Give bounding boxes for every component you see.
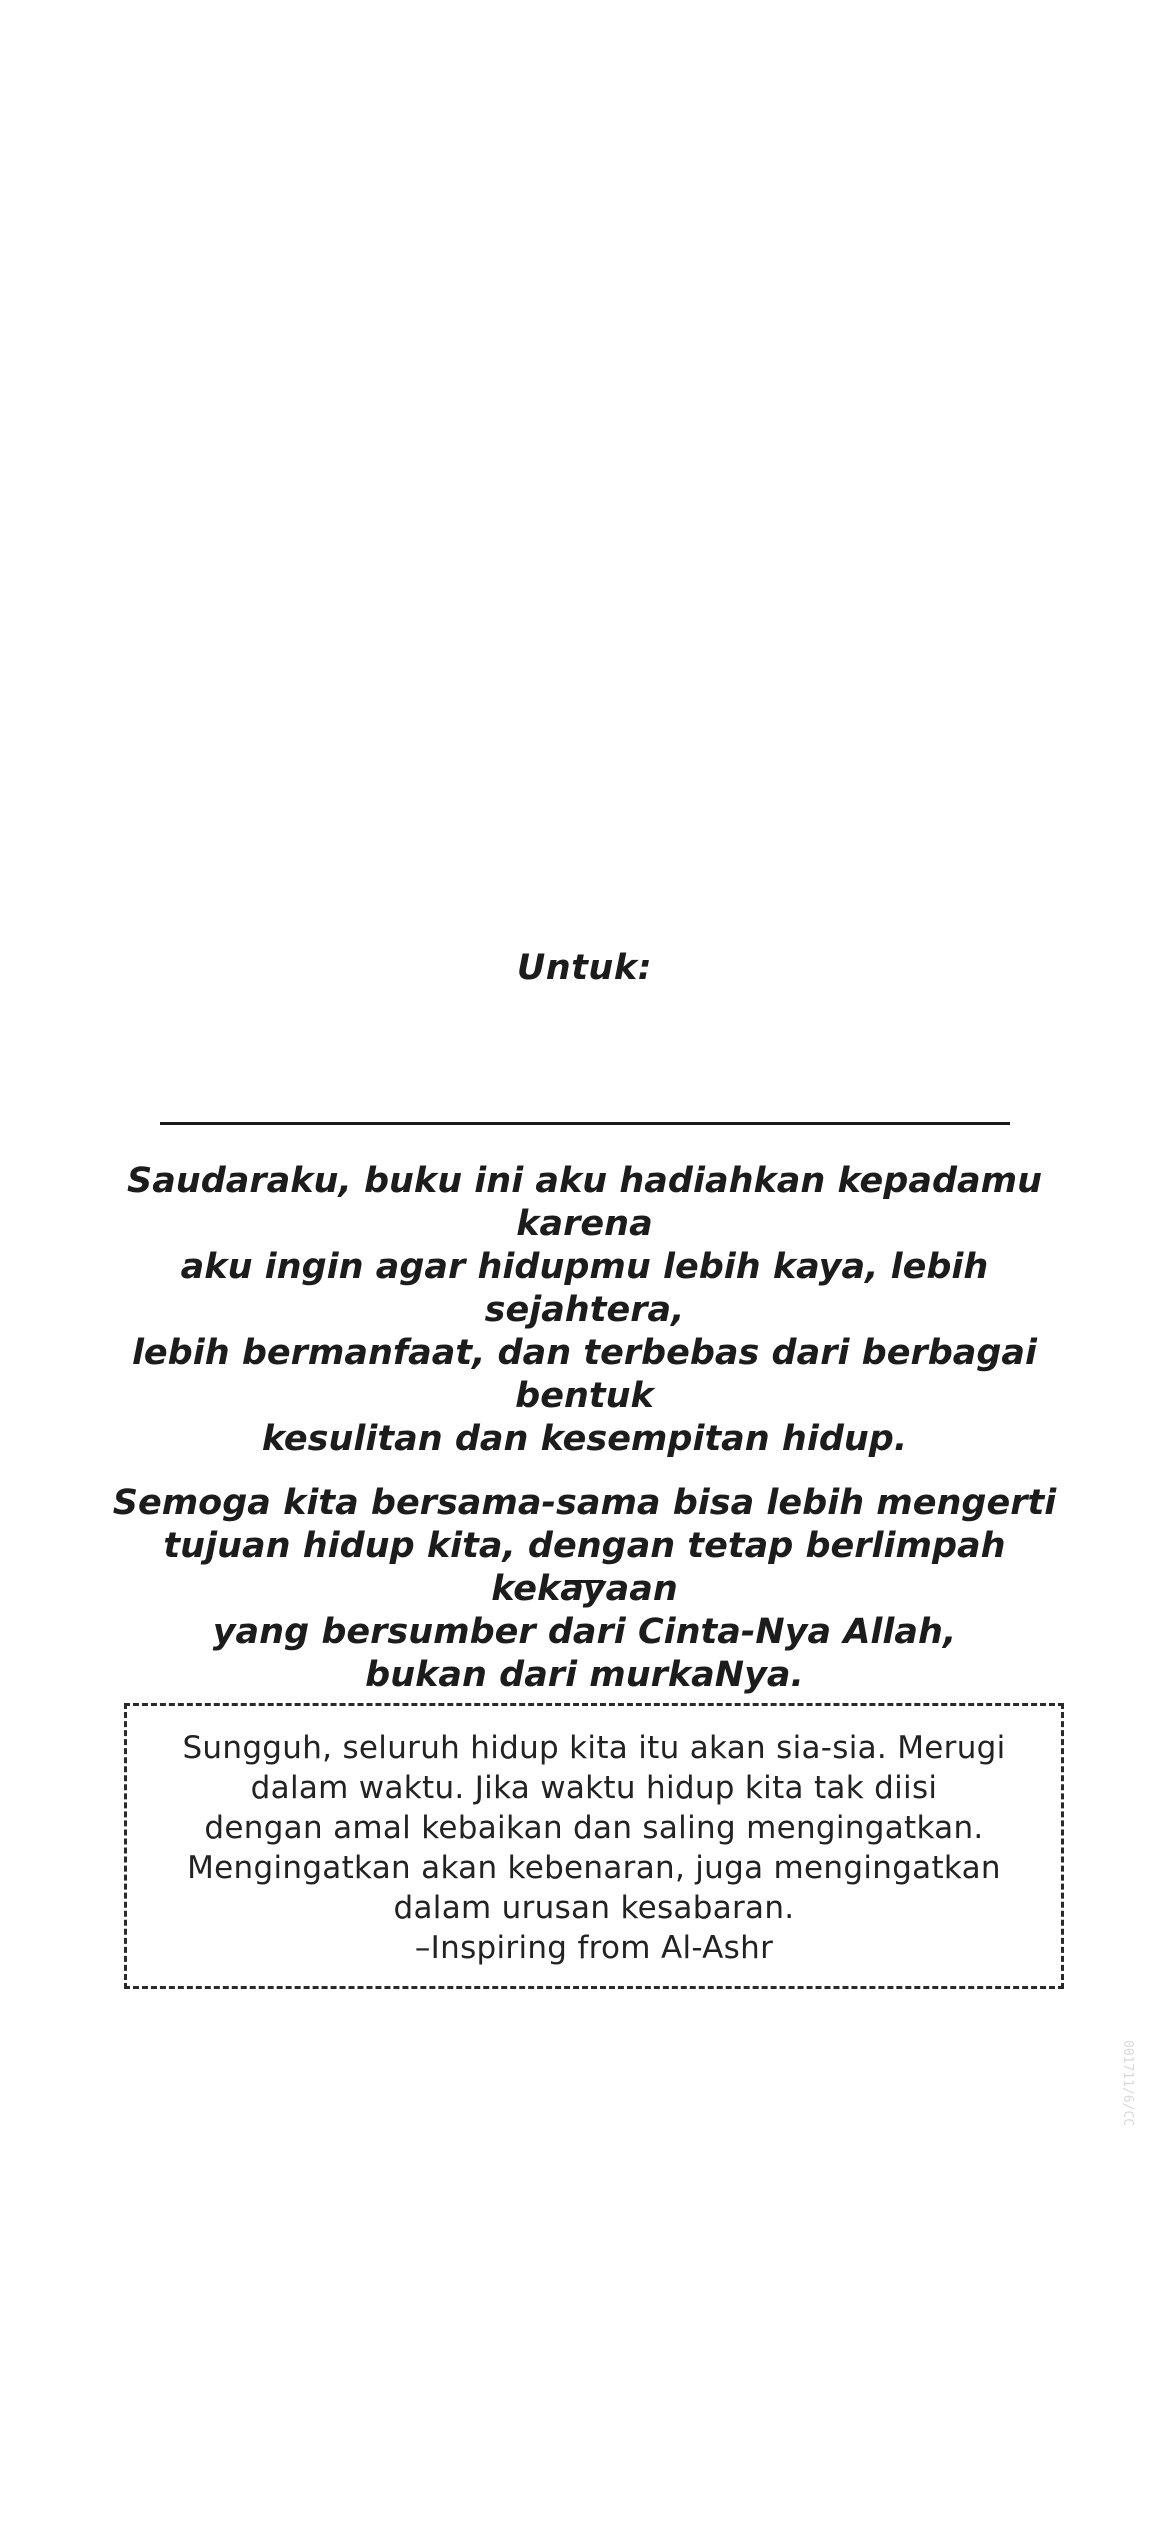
- recipient-name-line: [160, 1122, 1010, 1125]
- dedication-paragraph-2: [100, 1482, 1069, 1697]
- quote-line: Mengingatkan akan kebenaran, juga mengingatkan: [187, 1850, 1001, 1886]
- quote-line: dengan amal kebaikan dan saling mengingatkan.: [204, 1810, 984, 1846]
- dedication-line: Saudaraku, buku ini aku hadiahkan kepadamu karena: [126, 1161, 1043, 1244]
- dedication-paragraph-1: [100, 1160, 1069, 1461]
- dedication-text: [100, 1160, 1069, 1697]
- quote-attribution: –Inspiring from Al-Ashr: [414, 1930, 774, 1966]
- quote-line: dalam urusan kesabaran.: [393, 1890, 795, 1926]
- dedication-line: yang bersumber dari Cinta-Nya Allah,: [212, 1612, 957, 1652]
- quote-line: dalam waktu. Jika waktu hidup kita tak diisi: [250, 1770, 938, 1806]
- watermark-code: 001711/6/CC: [1120, 2040, 1135, 2127]
- quote-text: [127, 1728, 1061, 1968]
- quote-box: [124, 1703, 1064, 1989]
- quote-line: Sungguh, seluruh hidup kita itu akan sia-sia. Merugi: [182, 1730, 1006, 1766]
- dedication-line: aku ingin agar hidupmu lebih kaya, lebih sejahtera,: [180, 1247, 989, 1330]
- dedication-line: kesulitan dan kesempitan hidup.: [261, 1419, 908, 1459]
- dedication-line: bukan dari murkaNya.: [365, 1655, 804, 1695]
- dedication-line: tujuan hidup kita, dengan tetap berlimpah kekayaan: [163, 1526, 1006, 1609]
- signature-dash: [565, 1580, 603, 1583]
- dedication-line: Semoga kita bersama-sama bisa lebih mengerti: [112, 1483, 1057, 1523]
- dedication-line: lebih bermanfaat, dan terbebas dari berbagai bentuk: [131, 1333, 1038, 1416]
- untuk-label: Untuk:: [516, 948, 653, 988]
